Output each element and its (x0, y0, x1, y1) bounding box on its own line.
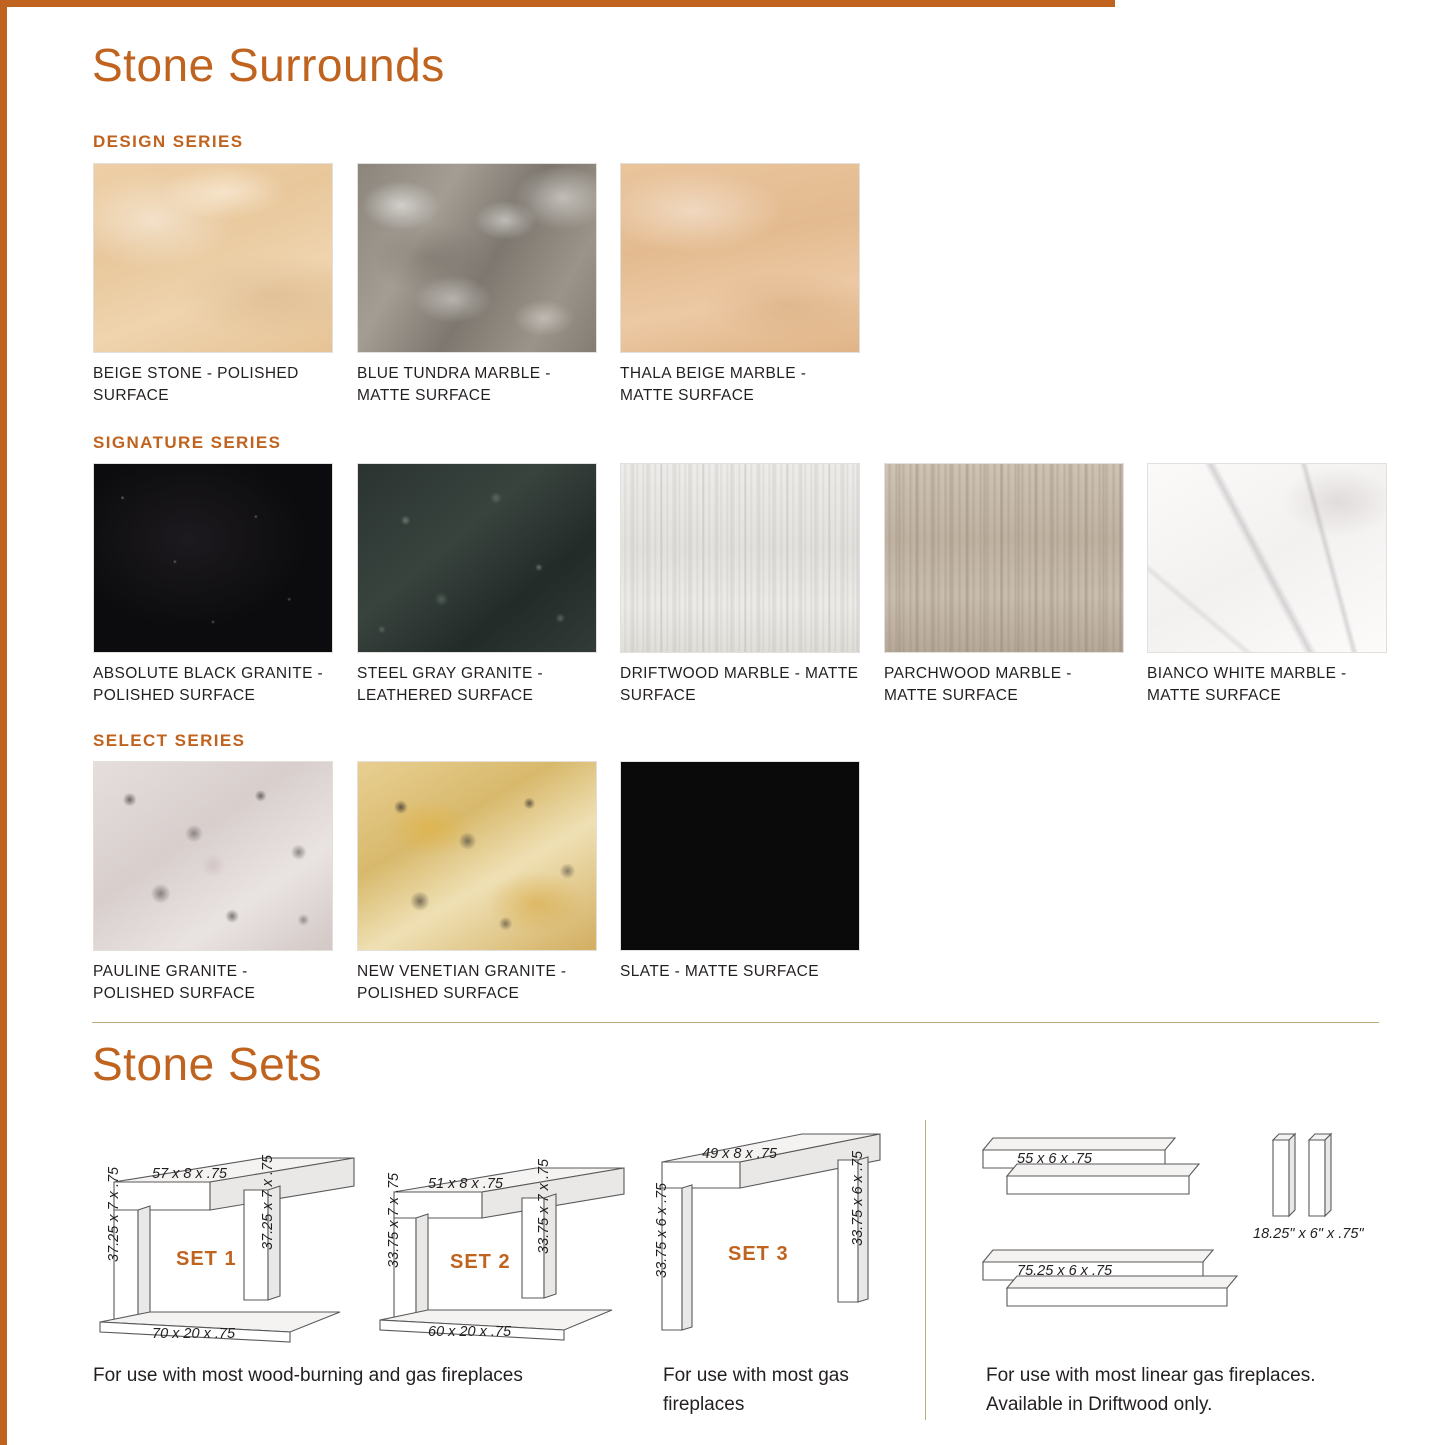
swatch-tile-new-venetian-granite (357, 761, 597, 951)
swatch-tile-slate (620, 761, 860, 951)
swatch-driftwood-marble[interactable] (620, 463, 860, 708)
swatch-new-venetian-granite[interactable] (357, 761, 597, 1006)
swatch-caption: ABSOLUTE BLACK GRANITE - POLISHED SURFACE (93, 665, 324, 705)
swatch-tile-driftwood-marble (620, 463, 860, 653)
svg-text:55 x 6 x .75: 55 x 6 x .75 (1017, 1151, 1092, 1167)
swatch-tile-parchwood-marble (884, 463, 1124, 653)
swatch-pauline-granite[interactable] (93, 761, 333, 1006)
diagram-set-2 (372, 1110, 662, 1350)
swatch-tile-pauline-granite (93, 761, 333, 951)
swatch-tile-thala-beige-marble (620, 163, 860, 353)
swatch-slate[interactable] (620, 761, 860, 983)
swatch-thala-beige-marble[interactable] (620, 163, 860, 408)
swatch-caption: SLATE - MATTE SURFACE (620, 963, 820, 980)
swatch-parchwood-marble[interactable] (884, 463, 1124, 708)
caption-set-3: For use with most gas fireplaces (663, 1365, 849, 1415)
svg-text:75.25 x 6 x .75: 75.25 x 6 x .75 (1017, 1263, 1113, 1279)
swatch-caption: NEW VENETIAN GRANITE - POLISHED SURFACE (357, 963, 567, 1003)
svg-text:33.75 x 7 x .75: 33.75 x 7 x .75 (386, 1172, 402, 1268)
swatch-tile-absolute-black-granite (93, 463, 333, 653)
vertical-divider (925, 1120, 926, 1420)
swatch-steel-gray-granite[interactable] (357, 463, 597, 708)
svg-text:33.75 x 6 x .75: 33.75 x 6 x .75 (654, 1182, 670, 1278)
section-divider (92, 1022, 1379, 1023)
svg-text:18.25" x 6" x .75": 18.25" x 6" x .75" (1253, 1226, 1364, 1242)
swatch-tile-beige-stone (93, 163, 333, 353)
series-heading-signature: SIGNATURE SERIES (93, 433, 282, 452)
swatch-blue-tundra-marble[interactable] (357, 163, 597, 408)
diagram-set-3 (640, 1100, 900, 1350)
svg-text:SET 2: SET 2 (450, 1251, 511, 1273)
swatch-caption: BLUE TUNDRA MARBLE - MATTE SURFACE (357, 365, 551, 405)
swatch-caption: THALA BEIGE MARBLE - MATTE SURFACE (620, 365, 807, 405)
swatch-caption: BEIGE STONE - POLISHED SURFACE (93, 365, 299, 405)
svg-text:51 x 8 x .75: 51 x 8 x .75 (428, 1176, 503, 1192)
page-title-stone-sets: Stone Sets (92, 1038, 323, 1090)
swatch-caption: PAULINE GRANITE - POLISHED SURFACE (93, 963, 256, 1003)
svg-text:33.75 x 6 x .75: 33.75 x 6 x .75 (850, 1150, 866, 1246)
swatch-caption: PARCHWOOD MARBLE - MATTE SURFACE (884, 665, 1072, 705)
swatch-tile-steel-gray-granite (357, 463, 597, 653)
svg-text:37.25 x 7 x .75: 37.25 x 7 x .75 (106, 1166, 122, 1262)
swatch-absolute-black-granite[interactable] (93, 463, 333, 708)
swatch-caption: DRIFTWOOD MARBLE - MATTE SURFACE (620, 665, 859, 705)
series-heading-design: DESIGN SERIES (93, 132, 244, 151)
caption-linear: For use with most linear gas fireplaces. Available in Driftwood only. (986, 1365, 1316, 1415)
series-heading-select: SELECT SERIES (93, 731, 246, 750)
top-accent-rule (0, 0, 1115, 7)
swatch-tile-blue-tundra-marble (357, 163, 597, 353)
caption-sets-1-2: For use with most wood-burning and gas fireplaces (93, 1365, 523, 1386)
left-accent-rule (0, 0, 7, 1445)
svg-text:33.75 x 7 x .75: 33.75 x 7 x .75 (536, 1158, 552, 1254)
swatch-beige-stone[interactable] (93, 163, 333, 408)
page-title-stone-surrounds: Stone Surrounds (92, 39, 445, 91)
diagram-linear-pieces (965, 1110, 1385, 1370)
svg-text:SET 1: SET 1 (176, 1248, 237, 1270)
diagram-set-1 (92, 1110, 392, 1350)
swatch-caption: BIANCO WHITE MARBLE - MATTE SURFACE (1147, 665, 1347, 705)
svg-text:70 x 20 x .75: 70 x 20 x .75 (152, 1326, 236, 1342)
svg-text:57 x 8 x .75: 57 x 8 x .75 (152, 1166, 227, 1182)
svg-text:49 x 8 x .75: 49 x 8 x .75 (702, 1146, 777, 1162)
swatch-caption: STEEL GRAY GRANITE - LEATHERED SURFACE (357, 665, 544, 705)
swatch-tile-bianco-white-marble (1147, 463, 1387, 653)
svg-text:60 x 20 x .75: 60 x 20 x .75 (428, 1324, 512, 1340)
svg-text:SET 3: SET 3 (728, 1243, 789, 1265)
svg-text:37.25 x 7 x .75: 37.25 x 7 x .75 (260, 1154, 276, 1250)
swatch-bianco-white-marble[interactable] (1147, 463, 1387, 708)
